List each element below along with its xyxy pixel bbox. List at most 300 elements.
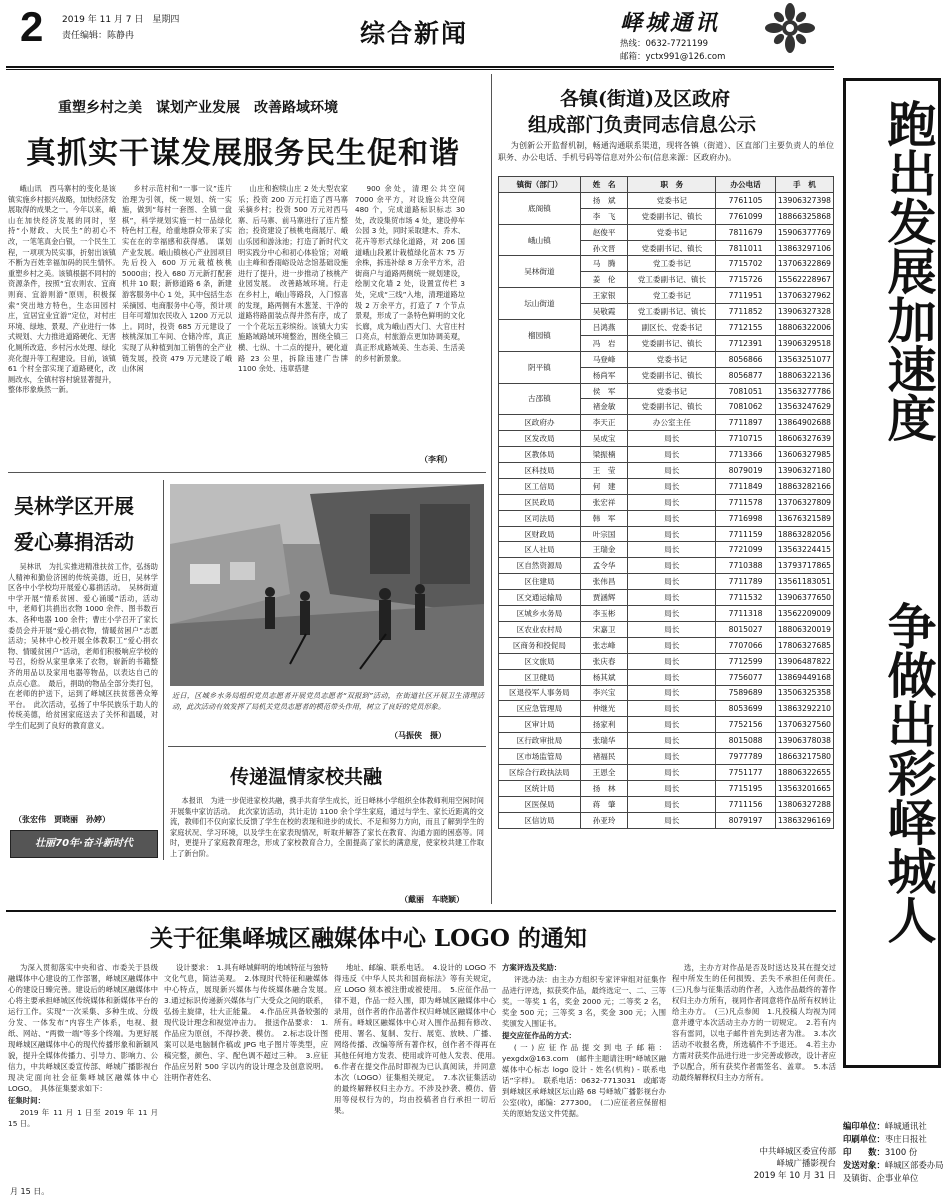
directory-row: [499, 383, 834, 399]
notice-col5: 选，主办方对作品是否及时送达及其在提交过程中所发生的任何损毁、丢失不承担任何责任。 (三)凡参与征集活动的作者，入选作品最终的著作权归主办方所有，视同作者同意将作品所有权转让给主办方。 (三)凡点参阅 1.凡投稿人均视为同意并遵守本次活动主办方的一切规定。 2.若有内容有雷同，以电子邮件首先到达者为准。 3.本次活动不收报名费，所选稿件不予退还。 4.若主办方需对获奖作品进行进一步完善或修改，设计者应予以配合，所有获奖作者需签名、盖章。 5.本活动最终解释权归主办方所有。: [672, 963, 844, 1082]
directory-office-phone: 8056877: [716, 367, 776, 383]
directory-mobile: 13906327328: [775, 304, 833, 320]
directory-row: [499, 494, 834, 510]
directory-table-wrap: [498, 176, 834, 829]
directory-mobile: 17806327685: [775, 637, 833, 653]
directory-row: [499, 542, 834, 558]
directory-row: [499, 415, 834, 431]
directory-person-title: 党工委副书记、镇长: [628, 304, 716, 320]
directory-row: [499, 685, 834, 701]
directory-unit: 区市场监管局: [499, 749, 581, 765]
directory-person-title: 局长: [628, 558, 716, 574]
story1-byline: （李利）: [420, 455, 452, 464]
directory-person-name: 叶宗国: [580, 526, 628, 542]
directory-row: [499, 621, 834, 637]
directory-title-line1: 各镇(街道)及区政府: [560, 88, 730, 110]
directory-unit: 区行政审批局: [499, 733, 581, 749]
directory-person-title: 局长: [628, 717, 716, 733]
directory-mobile: 18663217580: [775, 749, 833, 765]
col-header-office-phone: 办公电话: [716, 177, 776, 193]
directory-person-name: 褚金敏: [580, 399, 628, 415]
directory-office-phone: 7752156: [716, 717, 776, 733]
directory-person-title: 局长: [628, 796, 716, 812]
signature-station: 峄城广播影视台: [776, 1159, 836, 1169]
directory-unit: 底阁镇: [499, 192, 581, 224]
imprint-label: 编印单位：: [843, 1121, 885, 1131]
directory-row: [499, 812, 834, 828]
directory-row: [499, 447, 834, 463]
directory-header-row: [499, 177, 834, 193]
notice-col4: 方案评选及奖励： 评选办法：由主办方组织专家评审组对征集作品进行评选，拟获奖作品，最终选定一、二、三等奖。一等奖 1 名，奖金 2000 元；二等奖 2 名，奖金 500 元；三等奖 3 名，奖金 300 元；入围奖颁发入围证书。 提交应征作品的方式： (一)应征作品提交到电子邮箱：yexgdx@163.com (邮件主题请注明“峄城区融媒体中心标志 logo 设计 - 姓名(机构) - 联系电话”字样)。 联系电话：0632-7713031 或邮寄到峄城区承峄城区坛山路 68 号峄城广播影视台办公室(收)，邮编：277300。 (二)应征者应保留相关的原始发送文件凭据。: [502, 963, 666, 1118]
directory-mobile: 13864902688: [775, 415, 833, 431]
directory-person-title: 党委副书记、镇长: [628, 335, 716, 351]
directory-office-phone: 8053699: [716, 701, 776, 717]
directory-mobile: 15562228967: [775, 272, 833, 288]
directory-person-name: 张宏祥: [580, 494, 628, 510]
directory-unit: 峨山镇: [499, 224, 581, 256]
directory-unit: 坛山街道: [499, 288, 581, 320]
directory-row: [499, 510, 834, 526]
story3-byline: （戴丽 车晓颖）: [400, 895, 464, 904]
directory-row: [499, 574, 834, 590]
directory-mobile: 15906377769: [775, 224, 833, 240]
directory-person-name: 王瑞金: [580, 542, 628, 558]
directory-office-phone: 7712391: [716, 335, 776, 351]
directory-office-phone: 7715195: [716, 780, 776, 796]
directory-office-phone: 7711951: [716, 288, 776, 304]
directory-intro: 为创新公开监督机制，畅通沟通联系渠道，现将各镇（街道）、区直部门主要负责人的单位职务、办公电话、手机号码等信息对外公布(信息来源：区政府办)。: [498, 141, 834, 162]
directory-person-title: 局长: [628, 685, 716, 701]
imprint-row: [843, 1120, 943, 1133]
directory-person-title: 局长: [628, 637, 716, 653]
directory-person-name: 扬家利: [580, 717, 628, 733]
imprint-row: [843, 1146, 943, 1159]
directory-unit: 吴林街道: [499, 256, 581, 288]
directory-person-name: 王家银: [580, 288, 628, 304]
directory-person-title: 局长: [628, 431, 716, 447]
directory-person-name: 韩 军: [580, 510, 628, 526]
story1-col1: 峨山讯 西马寨村的变化是该镇实施乡村振兴战略，加快经济发展取得的成果之一。今年以来，峨山在加快经济发展的同时，坚持“小财政、大民生”的初心不改，一笔笔真金白银，一个民生工程，一项项为民实事，折射出该镇不断为百姓幸福加码的民生情怀。 重塑乡村之美。该镇根据不同村的资源条件，按照“宜农则农、宜商则商、宜游则游”原则，积极探索“突出地方特色，生态田园村庄，宜居宜业宜游”定位，对村庄环境、绿地、景观、产业进行一体式规划、大力推进道路硬化、无害化厕所改造、乡村污水处理、绿化亮化提升等工程建设。目前，该镇 61 个村全部实现了道路硬化，改厕改水，全镇村容村貌显著提升，整体形象焕然一新。: [8, 184, 124, 395]
directory-person-title: 局长: [628, 764, 716, 780]
notice-col3: 地址、邮编、联系电话。 4.设计的 LOGO 不得违反《中华人民共和国商标法》等有关规定，应 LOGO 须本被注册或被使用。 5.应征作品一律不退，作品一经入围，即为峄城区融媒体中心录用，创作者的作品著作权归峄城区融媒体中心所有。峄城区融媒体中心对入围作品拥有修改、使用、署名、复制、发行、展览、放映、广播、网络传播、改编等所有著作权，创作者不得再在其他任何地方发表、使用或许可他人发表、使用。 6.作者在提交作品时即视为已认真阅读，并同意本次（LOGO）征集相关规定。 7.本次征集活动的最终解释权归主办方。不涉及抄袭、模仿、借用等侵权行为的，均由投稿者自行承担一切后果。: [334, 963, 504, 1115]
directory-unit: 区交通运输局: [499, 590, 581, 606]
story1-col2: 乡村示范村和“一事一议”连片治理为引领，统一规划、统一实施，做到“每村一套图、全镇一盘棋”，科学规划实施一村一品绿化特色村工程，给重地群众带来了实实在在的幸福感和获得感。 谋划产业发展。峨山镇核心产业园项目先后投入 600 万元栽植核桃 5000亩；投入 680 万元新打配套机井 10 眼；新修道路 6 条，新建游客服务中心 1 处，其中包括生态采摘园、电商服务中心等，预计项目年可增加农民收入 1200 万元以上。同时，投资 685 万元建设了核桃深加工车间、仓储冷库，真正实现了从种植到加工销售的全产业链发展，投资 479 万元建设了峨山休闲: [122, 184, 232, 374]
directory-person-name: 贾涵辉: [580, 590, 628, 606]
directory-office-phone: 7710388: [716, 558, 776, 574]
story1-title: 真抓实干谋发展服务民生促和谐: [26, 136, 460, 171]
story2-body: 吴林讯 为扎实推进精准扶贫工作，弘扬助人精神和勤俭济困的传统美德，近日，吴林学区各中小学校均开展爱心募捐活动。 吴林街道中学开展“情系贫困、爱心涌暖”活动，活动中，老师们共捐出衣物 1000 余件、图书数百本、各种电器 100 余件；曹庄小学召开了家长委员会并开展“爱心捐衣物，情暖贫困户”志愿活动；吴林中心校开展全体教职工“爱心捐衣物、情暖贫困户”活动，老师们积极响应学校的号召，纷纷从家里拿来了衣物，崭新的书籍整齐的用品以及家用电器等物品，以表达自己的点点心意。 最后，捐助的物品全部分类打包，在老师的护送下，运到了峄城区扶贫慈善众筹平台。 此次活动，弘扬了中华民族乐于助人的传统美德，给贫困家庭送去了关怀和温暖，对学生们起到了良好的教育意义。: [8, 562, 158, 730]
directory-mobile: 13563251077: [775, 351, 833, 367]
directory-person-name: 张志峰: [580, 637, 628, 653]
directory-person-title: 党委书记: [628, 224, 716, 240]
directory-unit: 区教体局: [499, 447, 581, 463]
directory-office-phone: 7721099: [716, 542, 776, 558]
photo-caption: 近日，区城乡水务局组织党员志愿者开展党员志愿者“双报到”活动，在街道社区开展卫生清理活动，此次活动有效发挥了局机关党员志愿者的模范带头作用，树立了良好的党员形象。: [172, 691, 484, 711]
directory-title-line2: 组成部门负责同志信息公示: [528, 114, 757, 136]
directory-person-title: 局长: [628, 526, 716, 542]
col-header-title: 职 务: [628, 177, 716, 193]
directory-mobile: 13563277786: [775, 383, 833, 399]
directory-person-name: 马登峰: [580, 351, 628, 367]
notice-col1: 为深入贯彻落实中央和省、市委关于县级融媒体中心建设的工作部署，峄城区融媒体中心的建设日臻完善。建设后的峄城区融媒体中心将主要承担峄城区传统媒体和新媒体平台的运行工作。实现“一次采集、多种生成、分级分发、一体发布”内容生产体系，电视、报纸、网站、“两微一端”等多个终端。为更好展现峄城区融媒体中心的现代传播形象和新颖风貌，提升全媒体传播力、引导力、影响力、公信力，中共峄城区委宣传部、峄城广播影视台现决定面向社会征集峄城区融媒体中心 LOGO。 具体征集要求如下： 征集时间： 2019 年 11 月 1 日至 2019 年 11 月 15 日。: [8, 963, 158, 1128]
directory-mobile: 13706327560: [775, 717, 833, 733]
directory-mobile: 18806320019: [775, 621, 833, 637]
directory-person-title: 党委副书记、镇长: [628, 399, 716, 415]
directory-mobile: 13563247629: [775, 399, 833, 415]
directory-unit: 区审计局: [499, 717, 581, 733]
directory-person-title: 局长: [628, 478, 716, 494]
directory-mobile: 18863282166: [775, 478, 833, 494]
directory-person-title: 局长: [628, 812, 716, 828]
directory-mobile: 13506325358: [775, 685, 833, 701]
directory-unit: 区自然资源局: [499, 558, 581, 574]
directory-mobile: 13706327809: [775, 494, 833, 510]
directory-unit: 区民政局: [499, 494, 581, 510]
story1-col4: 900 余处，清理公共空间 7000 余平方，对设施公共空间 480 个，完成道路标识标志 30 处，改设集贸市场 4 处，建设停车公园 3 处，同时采取建木、乔木、花卉等形式绿化道路，对 206 国道峨山段累计栽植绿化苗木 75 万余株，拆违补绿 8 万余平方米，沿街商户与道路两侧统一规划建设，绘制文化墙 2 处，设置宣传栏 3 处，完成“三线”入地，清理道路垃圾 2 万余平方，打造了 7 个节点景观，形成了一条特色鲜明的文化长廊，成为峨山西大门、大官庄村口亮点，村旅游点更加协调美观，真正形成路域美、生态美、生活美的乡村新景象。: [355, 184, 465, 363]
directory-mobile: 18806322655: [775, 764, 833, 780]
directory-row: [499, 637, 834, 653]
directory-person-name: 姜 伦: [580, 272, 628, 288]
directory-person-title: 局长: [628, 447, 716, 463]
directory-person-name: 赵俊平: [580, 224, 628, 240]
notice-signature: [720, 1146, 836, 1182]
directory-person-name: 孙亚玲: [580, 812, 628, 828]
directory-unit: 区应急管理局: [499, 701, 581, 717]
directory-office-phone: 7713366: [716, 447, 776, 463]
anniversary-banner-text: 壮丽70年·奋斗新时代: [35, 838, 133, 849]
directory-unit: 榴园镇: [499, 320, 581, 352]
directory-mobile: 18606327639: [775, 431, 833, 447]
directory-person-name: 李玉彬: [580, 606, 628, 622]
directory-person-name: 杨尚军: [580, 367, 628, 383]
directory-person-name: 孙文晋: [580, 240, 628, 256]
directory-office-phone: 7711852: [716, 304, 776, 320]
directory-mobile: 13562209009: [775, 606, 833, 622]
directory-office-phone: 7711318: [716, 606, 776, 622]
directory-office-phone: 8015088: [716, 733, 776, 749]
directory-row: [499, 558, 834, 574]
story2-title-line1: 吴林学区开展: [14, 494, 134, 518]
flower-logo-icon: [750, 2, 830, 60]
directory-row: [499, 796, 834, 812]
directory-person-title: 党委书记: [628, 383, 716, 399]
directory-unit: 区统计局: [499, 780, 581, 796]
directory-person-name: 褚福民: [580, 749, 628, 765]
directory-mobile: 13706322869: [775, 256, 833, 272]
directory-office-phone: 7715726: [716, 272, 776, 288]
directory-row: [499, 669, 834, 685]
email: 邮箱：yctx991@126.com: [620, 52, 726, 62]
notice-footer-date: 月 15 日。: [10, 1187, 50, 1196]
directory-office-phone: 8079019: [716, 463, 776, 479]
story2-title-line2: 爱心募捐活动: [14, 530, 134, 554]
directory-office-phone: 7712599: [716, 653, 776, 669]
directory-row: [499, 320, 834, 336]
story2-byline: （张宏伟 贾晓丽 孙婷）: [14, 815, 110, 824]
directory-office-phone: 7711789: [716, 574, 776, 590]
directory-mobile: 18806322136: [775, 367, 833, 383]
directory-mobile: 13906327398: [775, 192, 833, 208]
directory-mobile: 13606327985: [775, 447, 833, 463]
volunteer-cleanup-photo: [170, 484, 484, 686]
signature-date: 2019 年 10 月 31 日: [753, 1171, 836, 1181]
col-header-name: 姓 名: [580, 177, 628, 193]
page-number: 2: [20, 3, 44, 50]
notice-col2: 设计要求： 1.具有峄城鲜明的地域特征与独特文化气息，简洁美观。 2.体现时代特征和融媒体中心特点，展现新兴媒体与传统媒体融合发展。 3.通过标识传递新兴媒体与广大受众之间的联系，弘扬主旋律，壮大正能量。 4.作品应具备较强的现代设计理念和视觉冲击力。 报送作品要求： 1.作品应为原创，不得抄袭、模仿。 2.标志设计图案可以是电脑制作稿或 JPG 电子图片等类型，应稿完整，颜色、字、配色调不超过三种。 3.应征作品应另附 500 字以内的设计理念及创意说明。注明作者姓名、: [164, 963, 336, 1082]
directory-office-phone: 7711159: [716, 526, 776, 542]
editor-credit: 责任编辑：陈静冉: [62, 31, 135, 41]
directory-unit: 区综合行政执法局: [499, 764, 581, 780]
directory-mobile: 13906329518: [775, 335, 833, 351]
directory-mobile: 13906377650: [775, 590, 833, 606]
directory-unit: 区司法局: [499, 510, 581, 526]
directory-row: [499, 351, 834, 367]
directory-mobile: 13793717865: [775, 558, 833, 574]
imprint-label: 发送对象：: [843, 1160, 885, 1170]
directory-person-name: 扬 斌: [580, 192, 628, 208]
directory-mobile: 13863292210: [775, 701, 833, 717]
directory-unit: 区信访局: [499, 812, 581, 828]
directory-person-name: 冯 岩: [580, 335, 628, 351]
directory-person-title: 党委书记: [628, 192, 716, 208]
directory-person-name: 李 飞: [580, 208, 628, 224]
directory-person-name: 李天正: [580, 415, 628, 431]
directory-unit: 区科技局: [499, 463, 581, 479]
directory-office-phone: 7712155: [716, 320, 776, 336]
imprint-row: [843, 1133, 943, 1146]
directory-office-phone: 7711156: [716, 796, 776, 812]
directory-mobile: 13906327180: [775, 463, 833, 479]
directory-row: [499, 590, 834, 606]
directory-unit: 阴平镇: [499, 351, 581, 383]
directory-unit: 区文旅局: [499, 653, 581, 669]
directory-mobile: 13561183051: [775, 574, 833, 590]
directory-mobile: 13863297106: [775, 240, 833, 256]
directory-mobile: 13706327962: [775, 288, 833, 304]
directory-office-phone: 7081051: [716, 383, 776, 399]
directory-person-title: 局长: [628, 494, 716, 510]
directory-office-phone: 7711532: [716, 590, 776, 606]
directory-unit: 区商务和投促局: [499, 637, 581, 653]
directory-unit: 区发改局: [499, 431, 581, 447]
directory-table: [498, 176, 834, 829]
directory-row: [499, 431, 834, 447]
anniversary-banner: [10, 830, 158, 858]
directory-office-phone: 7707066: [716, 637, 776, 653]
directory-unit: 区工信局: [499, 478, 581, 494]
directory-office-phone: 7711578: [716, 494, 776, 510]
directory-mobile: 13806327288: [775, 796, 833, 812]
directory-person-title: 局长: [628, 749, 716, 765]
directory-row: [499, 288, 834, 304]
directory-person-title: 局长: [628, 590, 716, 606]
directory-person-name: 王 莹: [580, 463, 628, 479]
paper-name: 峄城通讯: [620, 10, 721, 36]
notice-col4-title: 方案评选及奖励：: [502, 963, 562, 972]
directory-mobile: 13563201665: [775, 780, 833, 796]
directory-mobile: 18863282056: [775, 526, 833, 542]
directory-person-title: 党委书记: [628, 351, 716, 367]
directory-person-title: 党工委副书记、镇长: [628, 272, 716, 288]
directory-row: [499, 526, 834, 542]
directory-person-name: 仲继光: [580, 701, 628, 717]
slogan-part1: 跑出发展加速度: [880, 99, 938, 442]
directory-person-name: 吴成宝: [580, 431, 628, 447]
issue-date: 2019 年 11 月 7 日 星期四: [62, 15, 180, 25]
directory-person-title: 局长: [628, 653, 716, 669]
directory-unit: 区财政局: [499, 526, 581, 542]
directory-person-title: 党委副书记、镇长: [628, 240, 716, 256]
directory-office-phone: 7081062: [716, 399, 776, 415]
directory-mobile: 13863296169: [775, 812, 833, 828]
directory-mobile: 13676321589: [775, 510, 833, 526]
directory-office-phone: 7711897: [716, 415, 776, 431]
directory-person-name: 孟令华: [580, 558, 628, 574]
directory-body: [499, 192, 834, 828]
directory-unit: 区住建局: [499, 574, 581, 590]
directory-person-title: 办公室主任: [628, 415, 716, 431]
directory-person-name: 吕鸿燕: [580, 320, 628, 336]
directory-mobile: 13906378038: [775, 733, 833, 749]
directory-unit: 区农业农村局: [499, 621, 581, 637]
imprint-value: 枣庄日报社: [884, 1134, 927, 1144]
directory-mobile: 13906487822: [775, 653, 833, 669]
directory-mobile: 13563224415: [775, 542, 833, 558]
directory-office-phone: 7716998: [716, 510, 776, 526]
directory-mobile: 18866325868: [775, 208, 833, 224]
directory-person-name: 杨其斌: [580, 669, 628, 685]
directory-unit: 区医保局: [499, 796, 581, 812]
masthead: [0, 0, 950, 66]
directory-unit: 区政府办: [499, 415, 581, 431]
directory-office-phone: 7977789: [716, 749, 776, 765]
story3-body: 本报讯 为进一步促进家校共融，携手共育学生成长，近日峄林小学组织全体教师利用空闲时间开展集中家访活动。 此次家访活动，共计走访 1100 余个学生家庭，通过与学生、家长近距离的交流，教师们不仅向家长反馈了学生在校的表现和进步的成长、不足和努力方向，而且了解到学生的家庭状况、学习环境，以及学生在家表现情况，听取并解答了家长在教育、沟通方面的困惑等。同时，更提升了家庭教育理念，形成了家校教育合力，全面提高了家长的满意度，使家校共建工作取上了新台阶。: [170, 796, 484, 858]
directory-office-phone: 7710715: [716, 431, 776, 447]
directory-row: [499, 606, 834, 622]
directory-row: [499, 780, 834, 796]
directory-person-title: 局长: [628, 780, 716, 796]
directory-person-name: 张庆春: [580, 653, 628, 669]
directory-person-title: 局长: [628, 463, 716, 479]
directory-row: [499, 224, 834, 240]
imprint-label: 印刷单位：: [843, 1134, 885, 1144]
directory-unit: 区退役军人事务局: [499, 685, 581, 701]
section-name: 综合新闻: [360, 19, 469, 48]
directory-office-phone: 7711849: [716, 478, 776, 494]
directory-mobile: 13869449168: [775, 669, 833, 685]
directory-person-title: 党委副书记、镇长: [628, 208, 716, 224]
notice-title: 关于征集峄城区融媒体中心 LOGO 的通知: [150, 925, 587, 952]
directory-office-phone: 8079197: [716, 812, 776, 828]
directory-person-name: 蒋 肇: [580, 796, 628, 812]
directory-person-title: 局长: [628, 542, 716, 558]
directory-row: [499, 478, 834, 494]
imprint-row: [843, 1159, 943, 1172]
directory-office-phone: 8015027: [716, 621, 776, 637]
directory-row: [499, 653, 834, 669]
directory-person-name: 王恩全: [580, 764, 628, 780]
directory-person-name: 扬 林: [580, 780, 628, 796]
directory-person-name: 张瑞华: [580, 733, 628, 749]
imprint-rows: [843, 1120, 943, 1185]
directory-person-title: 局长: [628, 574, 716, 590]
directory-person-name: 宋嘉卫: [580, 621, 628, 637]
directory-office-phone: 7751177: [716, 764, 776, 780]
directory-office-phone: 8056866: [716, 351, 776, 367]
directory-person-name: 梁振楠: [580, 447, 628, 463]
slogan-part2: 争做出彩峄城人: [880, 601, 938, 944]
story1-subtitle: 重塑乡村之美 谋划产业发展 改善路域环境: [58, 100, 338, 116]
imprint-box: [843, 1120, 943, 1196]
directory-person-name: 吴敬霞: [580, 304, 628, 320]
directory-unit: 区人社局: [499, 542, 581, 558]
directory-row: [499, 764, 834, 780]
directory-office-phone: 7811679: [716, 224, 776, 240]
directory-mobile: 18806322006: [775, 320, 833, 336]
imprint-value: 峄城通讯社: [884, 1121, 927, 1131]
directory-person-name: 张伟昌: [580, 574, 628, 590]
imprint-label: 印 数：: [843, 1147, 885, 1157]
directory-person-title: 副区长、党委书记: [628, 320, 716, 336]
directory-row: [499, 256, 834, 272]
directory-person-title: 局长: [628, 621, 716, 637]
directory-row: [499, 192, 834, 208]
directory-person-title: 局长: [628, 669, 716, 685]
directory-unit: 区城乡水务局: [499, 606, 581, 622]
directory-row: [499, 749, 834, 765]
signature-dept: 中共峄城区委宣传部: [759, 1147, 836, 1157]
directory-office-phone: 7761099: [716, 208, 776, 224]
directory-person-title: 局长: [628, 510, 716, 526]
directory-person-name: 何 建: [580, 478, 628, 494]
photo-credit: （马振侠 摄）: [390, 731, 446, 740]
directory-person-title: 党工委书记: [628, 256, 716, 272]
imprint-value: 及镇街、企事业单位: [843, 1173, 919, 1183]
directory-row: [499, 733, 834, 749]
directory-row: [499, 701, 834, 717]
directory-office-phone: 7756077: [716, 669, 776, 685]
directory-person-name: 马 腾: [580, 256, 628, 272]
hotline: 热线：0632-7721199: [620, 39, 709, 49]
directory-person-name: 李兴宝: [580, 685, 628, 701]
deadline: 2019 年 11 月 1 日至 2019 年 11 月 15 日。: [8, 1108, 158, 1128]
directory-unit: 区卫健局: [499, 669, 581, 685]
directory-person-title: 局长: [628, 606, 716, 622]
directory-unit: 古邵镇: [499, 383, 581, 415]
directory-office-phone: 7811011: [716, 240, 776, 256]
story1-col3: 山庄和抱犊山庄 2 处大型农家乐；投资 200 万元打造了西马寨采摘乡村；投资 500 万元对西马寨、后马寨、前马寨进行了连片整治；投资建设了核桃电商展厅、峨山乐园和游泳池；打造了新时代文明实践分中心和初心体验馆；对峨山主峰和香雨峪设站念馆基础设施进行了提升，进一步推动了核桃产业园发展。 改善路域环境。行走在乡村上，峨山等路段，入门惊喜的发现，路两侧有木葱茏、干净的道路将路面装点得井然有序，成了一个个花坛五彩缤纷。该镇大力实施路域路域环境整治，围绕全镇三横、七纵、十二点的提升，硬化道路 23 公里，拆除违建广告牌 1100 余处、违章搭建: [238, 184, 348, 374]
deadline-label: 征集时间：: [8, 1096, 45, 1105]
directory-person-title: 党工委书记: [628, 288, 716, 304]
directory-office-phone: 7589689: [716, 685, 776, 701]
directory-row: [499, 717, 834, 733]
directory-person-title: 党委副书记、镇长: [628, 367, 716, 383]
directory-row: [499, 463, 834, 479]
directory-office-phone: 7761105: [716, 192, 776, 208]
imprint-row: [843, 1172, 943, 1185]
directory-office-phone: 7715702: [716, 256, 776, 272]
story3-title: 传递温情家校共融: [230, 766, 383, 788]
directory-person-name: 侯 军: [580, 383, 628, 399]
col-header-unit: 镇街（部门）: [499, 177, 581, 193]
directory-person-title: 局长: [628, 701, 716, 717]
slogan-panel: [843, 78, 941, 1068]
imprint-value: 3100 份: [884, 1147, 918, 1157]
imprint-value: 峄城区部委办局: [884, 1160, 944, 1170]
notice-col4-subtitle: 提交应征作品的方式：: [502, 1031, 576, 1040]
col-header-mobile: 手 机: [775, 177, 833, 193]
directory-person-title: 局长: [628, 733, 716, 749]
